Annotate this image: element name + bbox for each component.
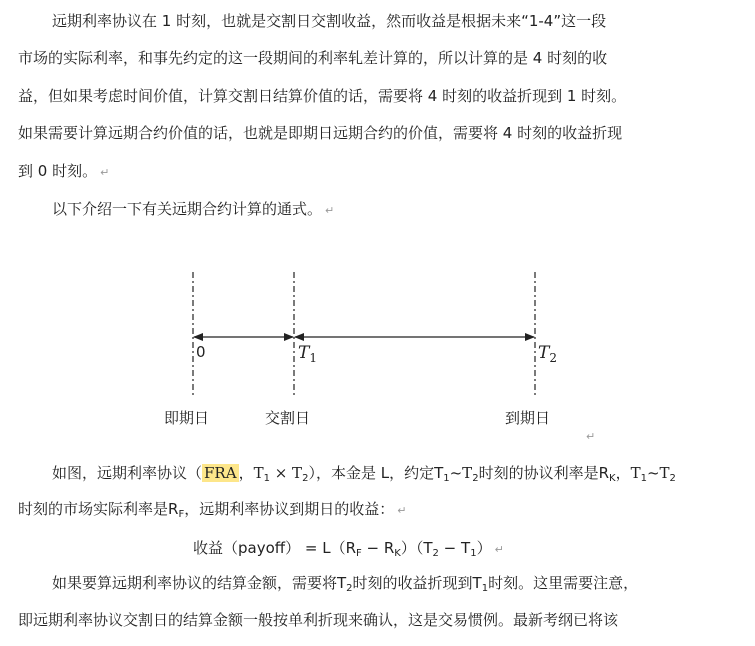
subscript: 2 <box>432 548 439 559</box>
delivery-date-label: 交割日 <box>265 409 311 427</box>
paragraph-4-line-1 <box>52 572 638 594</box>
subscript: 2 <box>302 473 309 484</box>
subscript: 2 <box>472 473 479 484</box>
text: 如果要算远期利率协议的结算金额，需要将T <box>52 574 347 592</box>
t1-label: $T_1$ <box>298 343 317 365</box>
text: − T <box>438 539 471 557</box>
text: 如果需要计算远期合约价值的话，也就是即期日远期合约的价值，需要将 4 时刻的收益折现 <box>18 124 623 142</box>
text: ） <box>476 539 492 557</box>
subscript: 1 <box>481 583 489 594</box>
text: 如图，远期利率协议（ <box>52 464 203 482</box>
subscript: K <box>394 548 401 559</box>
text: ，T <box>238 464 264 482</box>
text: ~T <box>449 464 473 482</box>
paragraph-mark-icon: ↵ <box>325 204 335 217</box>
payoff-equation <box>193 537 504 561</box>
text: 远期利率协议在 1 时刻，也就是交割日交割收益，然而收益是根据未来“1-4”这一段 <box>52 12 607 30</box>
subscript: F <box>356 548 362 559</box>
paragraph-mark-icon: ↵ <box>494 543 504 556</box>
text: 时刻。这里需要注意， <box>488 574 639 592</box>
subscript: 2 <box>669 473 676 484</box>
paragraph-4-line-2 <box>18 609 618 631</box>
subscript: 1 <box>263 473 270 484</box>
paragraph-mark-icon: ↵ <box>397 504 407 517</box>
text: ），本金是 L，约定T <box>308 464 444 482</box>
text: 到 0 时刻。 <box>18 162 98 180</box>
text: 即远期利率协议交割日的结算金额一般按单利折现来确认，这是交易惯例。最新考纲已将该 <box>18 611 619 629</box>
paragraph-3-line-1 <box>52 462 676 484</box>
paragraph-mark-icon: ↵ <box>100 166 110 179</box>
subscript: F <box>178 509 185 520</box>
text: 时刻的收益折现到T <box>352 574 482 592</box>
subscript: 1 <box>470 548 477 559</box>
subscript: 1 <box>443 473 450 484</box>
point-0-label: 0 <box>196 343 206 361</box>
text: − R <box>361 539 395 557</box>
subscript: 2 <box>346 583 353 594</box>
paragraph-3-line-2 <box>18 498 406 522</box>
text: 市场的实际利率，和事先约定的这一段期间的利率轧差计算的，所以计算的是 4 时刻的收 <box>18 49 608 67</box>
fra-highlight: FRA <box>204 464 237 482</box>
text: ，远期利率协议到期日的收益： <box>184 500 395 518</box>
text: ）（T <box>400 539 433 557</box>
text: 时刻的市场实际利率是R <box>18 500 179 518</box>
text: 以下介绍一下有关远期合约计算的通式。 <box>52 200 323 218</box>
spot-date-label: 即期日 <box>164 409 210 427</box>
text: 收益（payoff） = L（R <box>193 539 356 557</box>
paragraph-mark-icon: ↵ <box>586 430 596 443</box>
t2-label: $T_2$ <box>538 343 557 365</box>
maturity-date-label: 到期日 <box>505 409 551 427</box>
subscript: K <box>609 473 616 484</box>
text: ~T <box>646 464 670 482</box>
subscript: 1 <box>640 473 647 484</box>
text: 时刻的协议利率是R <box>478 464 609 482</box>
text: 益，但如果考虑时间价值，计算交割日结算价值的话，需要将 4 时刻的收益折现到 1 时刻。 <box>18 87 627 105</box>
text: ，T <box>615 464 641 482</box>
text: × T <box>269 464 303 482</box>
